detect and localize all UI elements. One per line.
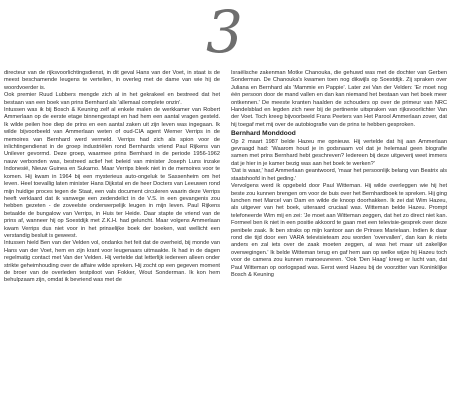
body-paragraph: directeur van de rijksvoorlichtingsdienst, in dit geval Hans van der Voet, in staat is de meest beschamende leugens te vertellen, in overleg met de dame van wie hij de woordvoerder is. xyxy=(4,70,220,91)
chapter-number: 3 xyxy=(206,0,244,66)
body-paragraph: Ook premier Ruud Lubbers mengde zich al in het gekrakeel en bestreed dat het bestaan van een boek van prins Bernhard als 'allemaal complete onzin'. xyxy=(4,92,220,106)
body-paragraph: Vervolgens werd ik opgebeld door Paul Witteman. Hij wilde overleggen wie hij het beste zou kunnen brengen om voor de buis over het Bernhardboek te spreken. Hij ging lunchen met Marcel van Dam en wilde de knoop doorhakken. Ik zei dat Wim Hazeu, als uitgever van het boek, uiteraard cruciaal was. Witteman belde Hazeu. Prompt telefoneerde Wim mij en zei: 'Je moet aan Witteman zeggen, dat het zo direct niet kan. Formeel ben ik niet in een positie akkoord te gaan met een televisie-gesprek over deze penibele zaak. Ik ben straks op mijn kantoor aan de Prinses Marielaan. Indien ik daar rond die tijd door een VARA televisieteam zou worden 'overvallen', dan kan ik niets anders en zal iets over de zaak moeten zeggen, al was het maar uit zakelijke overwegingen.' Ik belde Witteman terug en gaf hem aan op welke wijze hij Hazeu toch voor de camera zou kunnen manoeuvreren. 'Ook 'Den Haag' kreeg er lucht van, dat Paul Witteman op oorlogspad was. Eerst werd Hazeu bij de voorzitter van Koninklijke Bosch & Keuning xyxy=(231,183,447,278)
body-paragraph: Op 2 maart 1987 belde Hazeu me opnieuw. Hij vertelde dat hij aan Ammerlaan gevraagd had: 'Waarom houd je in godsnaam vol dat je helemaal geen biografie samen met prins Bernhard hebt geschreven? Iedereen bij deze uitgeverij weet immers dat je hier in je kamer bezig was aan het boek te werken?' xyxy=(231,138,447,167)
right-text-column xyxy=(231,70,447,403)
body-paragraph: Intussen hield Ben van der Velden vol, ondanks het feit dat de overheid, bij monde van Hans van der Voet, hem en zijn krant voor leugenaars uitmaakte. Ik had in de dagen regelmatig contact met Van der Velden. Hij vertelde dat letterlijk iedereen alleen onder strikte geheimhouding over de affaire wilde spreken. Hij zocht op een gegeven moment de broer van de overleden testpiloot van Fokker, Wout Sonderman. Ik kon hem behulpzaam zijn, omdat ik bevriend was met de xyxy=(4,240,220,284)
body-paragraph: Israëlische zakenman Motke Chanouka, die gehuwd was met de dochter van Gerben Sonderman. De Chanouka's kwamen toen nog dikwijls op Soestdijk. Zij spraken over Juliana en Bernhard als 'Mammie en Pappie'. Later zei Van der Velden: 'Er moet nog één persoon door de mand vallen en dan kan niemand het bestaan van het boek meer ontkennen.' De meeste kranten haalden de schouders op over de primeur van NRC Handelsblad en legden zich neer bij de pertinente uitspraken van rijksvoorlichter Van der Voet. Toch kreeg bijvoorbeeld Frans Peeters van Het Parool Ammerlaan zover, dat hij toegaf met mij over de autobiografie van de prins te hebben gesproken. xyxy=(231,70,447,128)
section-heading: Bernhard Monddood xyxy=(231,130,296,138)
body-paragraph: 'Dat is waar,' had Ammerlaan geantwoord, 'maar het persoonlijk belang van Beatrix als staatshoofd in het geding.' xyxy=(231,168,447,182)
left-text-column xyxy=(4,70,220,403)
body-paragraph: Intussen was ik bij Bosch & Keuning zelf al enkele malen de werkkamer van Robert Ammerlaan op de eerste etage binnengestapt en had hem een aantal vragen gesteld. Ik wilde peilen hoe diep de prins en een aantal zaken uit zijn leven was ingegaan. Ik wilde bijvoorbeeld van Ammerlaan weten of oud-CIA agent Werner Verrips in de memoires van Bernhard werd vermeld. Verrips had zich als spion voor de inlichtingendienst in de groep industriëlen rond Bernhards vriend Paul Rijkens van Unilever gevormd. Deze groep, waarmee prins Bernhard in de periode 1956-1962 nauw verbonden was, bestreed actief het beleid van minister Joseph Luns inzake Indonesië, Nieuw Guinea en Sukarno. Maar Verrips bleek niet in de memoires voor te komen. Hij kwam in 1964 bij een mysterieus auto-ongeluk te Sassenheim om het leven. Heel toevallig laten minister Hans Dijkstal en de heer Docters van Leeuwen rond mijn huidige proces tegen de Staat, een vals document circuleren waarin deze Verrips heeft verklaard dat ik vanwege een zedendelict in de V.S. in een gevangenis zou hebben gezeten - de zoveelste onderwerpelijk leugen in mijn leven. Paul Rijkens betaalde de bungalow van Verrips, in Huis ter Heide. Daar stapte de vriend van de prins af, wanneer hij op Soestdijk met Z.K.H. had geluncht. Maar volgens Ammerlaan kwam Verrips dus niet voor in het prinselijke boek der boeken, wat wellicht een verstandig besluit is geweest. xyxy=(4,107,220,239)
